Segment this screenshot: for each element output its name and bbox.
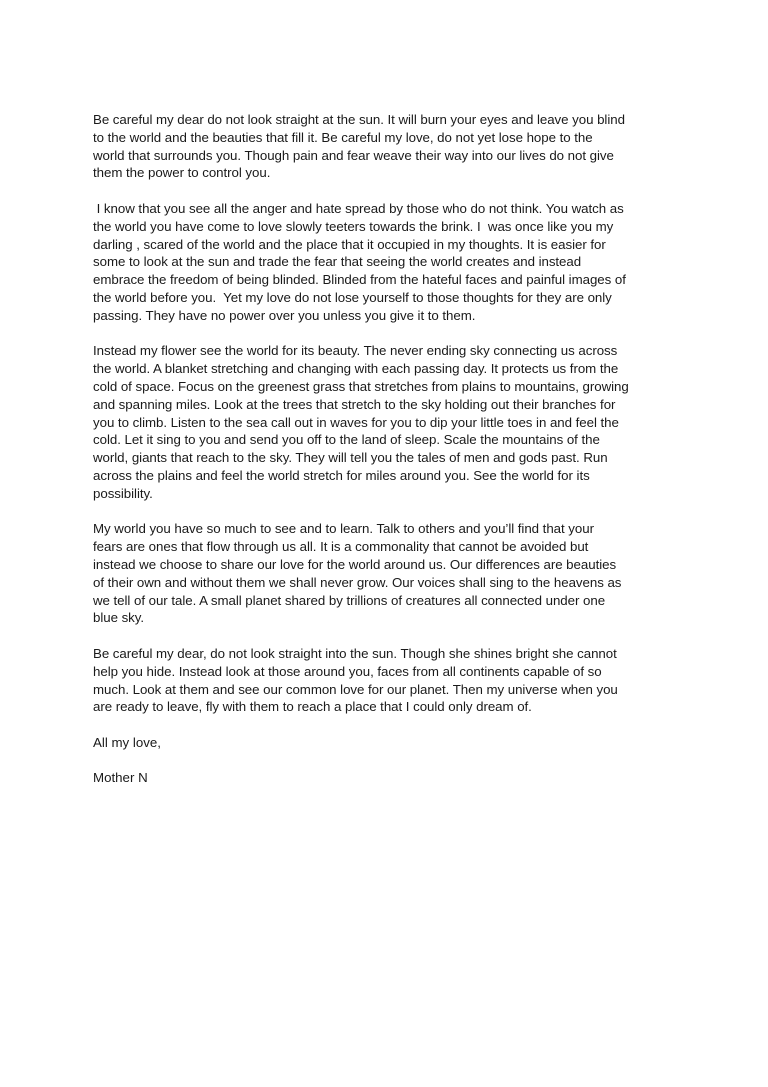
text-line: to the world and the beauties that fill it. Be careful my love, do not yet lose hope to the: [93, 129, 593, 145]
text-line: I know that you see all the anger and hate spread by those who do not think. You watch as: [93, 200, 624, 216]
text-line: embrace the freedom of being blinded. Blinded from the hateful faces and painful images of: [93, 272, 626, 288]
letter-signature: Mother N: [93, 770, 148, 786]
text-line: the world you have come to love slowly teeters towards the brink. I was once like you my: [93, 218, 614, 234]
text-line: fears are ones that flow through us all. It is a commonality that cannot be avoided but: [93, 539, 589, 555]
text-line: Be careful my dear do not look straight at the sun. It will burn your eyes and leave you blind: [93, 112, 625, 127]
text-line: the world before you. Yet my love do not lose yourself to those thoughts for they are only: [93, 289, 612, 305]
text-line: are ready to leave, fly with them to reach a place that I could only dream of.: [93, 699, 532, 715]
text-line: world that surrounds you. Though pain and fear weave their way into our lives do not give: [93, 147, 614, 163]
text-line: of their own and without them we shall never grow. Our voices shall sing to the heavens as: [93, 574, 622, 590]
paragraph-4: [93, 520, 693, 627]
text-line: them the power to control you.: [93, 165, 271, 181]
paragraph-5: [93, 645, 693, 716]
paragraph-1: [93, 111, 693, 182]
text-line: cold. Let it sing to you and send you off to the land of sleep. Scale the mountains of the: [93, 432, 600, 448]
text-line: and spanning miles. Look at the trees that stretch to the sky holding out their branches for: [93, 396, 616, 412]
text-line: cold of space. Focus on the greenest grass that stretches from plains to mountains, growing: [93, 378, 629, 394]
letter-closing: All my love,: [93, 734, 161, 750]
text-line: darling , scared of the world and the place that it occupied in my thoughts. It is easier for: [93, 236, 606, 252]
paragraph-3: [93, 342, 693, 502]
text-line: help you hide. Instead look at those around you, faces from all continents capable of so: [93, 663, 602, 679]
text-line: much. Look at them and see our common love for our planet. Then my universe when you: [93, 681, 618, 697]
text-line: passing. They have no power over you unless you give it to them.: [93, 307, 476, 323]
text-line: possibility.: [93, 485, 153, 501]
text-line: Instead my flower see the world for its beauty. The never ending sky connecting us across: [93, 343, 618, 359]
text-line: you to climb. Listen to the sea call out in waves for you to dip your little toes in and feel the: [93, 414, 619, 430]
text-line: the world. A blanket stretching and changing with each passing day. It protects us from the: [93, 361, 619, 377]
text-line: My world you have so much to see and to learn. Talk to others and you’ll find that your: [93, 521, 594, 537]
text-line: world, giants that reach to the sky. They will tell you the tales of men and gods past. Run: [93, 450, 608, 466]
text-line: blue sky.: [93, 610, 145, 626]
text-line: instead we choose to share our love for the world around us. Our differences are beauties: [93, 556, 617, 572]
letter-body: [93, 111, 693, 805]
text-line: across the plains and feel the world stretch for miles around you. See the world for its: [93, 467, 590, 483]
paragraph-2: [93, 200, 693, 325]
text-line: we tell of our tale. A small planet shared by trillions of creatures all connected under one: [93, 592, 606, 608]
text-line: some to look at the sun and trade the fear that seeing the world creates and instead: [93, 254, 582, 270]
text-line: Be careful my dear, do not look straight into the sun. Though she shines bright she cannot: [93, 645, 617, 661]
